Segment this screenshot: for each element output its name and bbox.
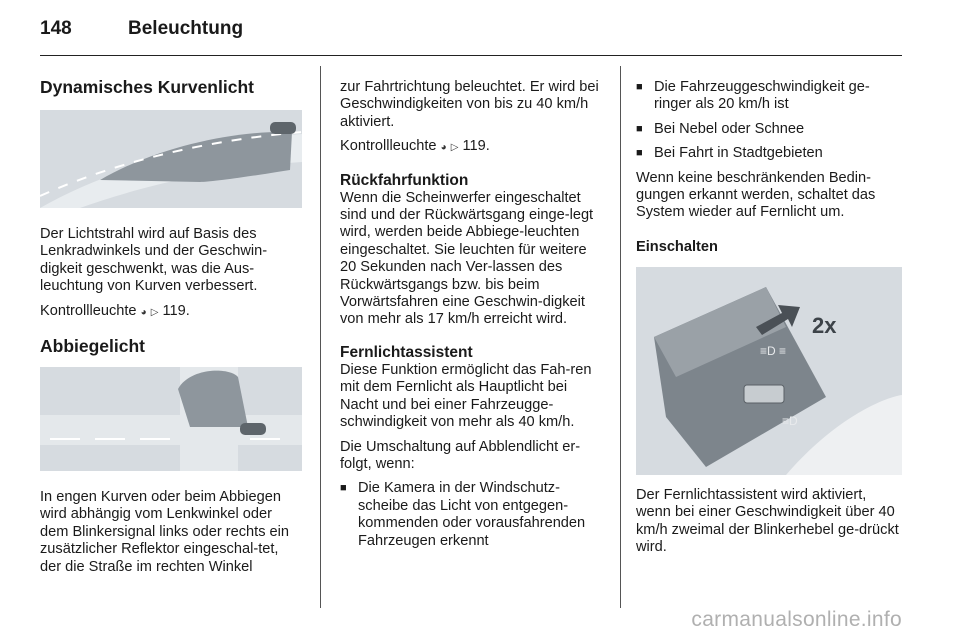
page-number: 148 (40, 18, 72, 39)
heading-fernlichtassistent: Fernlichtassistent (340, 343, 473, 361)
reference-kontrollleuchte-2 (340, 138, 604, 156)
column-1 (40, 76, 302, 583)
light-indicator-icon: ◕ (440, 142, 447, 154)
column-divider-1 (320, 66, 321, 608)
light-indicator-icon: ◕ (140, 306, 147, 318)
page-header (40, 18, 940, 48)
reference-kontrollleuchte-1 (40, 303, 302, 321)
list-conditions-2 (636, 79, 902, 163)
figure-turn-signal-lever (636, 267, 902, 475)
heading-einschalten: Einschalten (636, 238, 718, 255)
watermark: carmanualsonline.info (691, 608, 902, 631)
column-divider-2 (620, 66, 621, 608)
list-conditions-1 (340, 480, 604, 550)
svg-text:≡D ≡: ≡D ≡ (760, 343, 787, 358)
paragraph-fernlicht-um: Wenn keine beschränkenden Bedin-gungen erkannt werden, schaltet das System wieder auf Fernlicht um. (636, 169, 876, 221)
heading-dynamisches-kurvenlicht: Dynamisches Kurvenlicht (40, 77, 254, 97)
chapter-title: Beleuchtung (128, 18, 244, 39)
list-item: ■ Die Kamera in der Windschutz-scheibe das Licht von entgegen-kommenden oder vorausfahrenden Fahrzeugen erkennt (340, 480, 604, 550)
paragraph-umschaltung: Die Umschaltung auf Abblendlicht er-folgt, wenn: (340, 438, 581, 472)
page-reference-icon: ▷ (450, 142, 459, 154)
page-reference-icon: ▷ (150, 306, 159, 318)
reference-page: 119. (162, 302, 190, 319)
heading-rueckfahrfunktion: Rückfahrfunktion (340, 171, 469, 189)
figure-cornering-light (40, 367, 302, 471)
paragraph-engen-kurven: In engen Kurven oder beim Abbiegen wird abhängig vom Lenkwinkel oder dem Blinkersignal links oder rechts ein zusätzlicher Reflektor eingeschal-tet, der die Straße im rechten Winkel (40, 489, 290, 575)
reference-text: Kontrollleuchte (340, 138, 437, 155)
paragraph-fernlicht-intro: Diese Funktion ermöglicht das Fah-ren mit dem Fernlicht als Hauptlicht bei Nacht und bei einer Fahrzeugge-schwindigkeit von mehr als 40 km/h. (340, 361, 592, 431)
column-2 (340, 79, 604, 557)
column-3 (636, 79, 902, 563)
reference-text: Kontrollleuchte (40, 302, 137, 319)
list-item: ■ Bei Nebel oder Schnee (636, 121, 902, 138)
paragraph-lichtstrahl: Der Lichtstrahl wird auf Basis des Lenkradwinkels und der Geschwin-digkeit geschwenkt, was die Aus-leuchtung von Kurven verbessert. (40, 226, 268, 295)
paragraph-aktiviert: Der Fernlichtassistent wird aktiviert, wenn bei einer Geschwindigkeit über 40 km/h zweimal der Blinkerhebel ge-drückt wird. (636, 486, 899, 556)
figure-label-2x: 2x (812, 312, 837, 338)
header-rule (40, 55, 902, 56)
svg-text:≡D: ≡D (782, 413, 798, 428)
reference-page: 119. (462, 138, 490, 155)
list-item: ■ Die Fahrzeuggeschwindigkeit ge-ringer als 20 km/h ist (636, 79, 902, 114)
heading-abbiegelicht: Abbiegelicht (40, 336, 146, 357)
paragraph-fahrtrichtung: zur Fahrtrichtung beleuchtet. Er wird bei Geschwindigkeiten von bis zu 40 km/h aktiviert. (340, 79, 599, 130)
list-item: ■ Bei Fahrt in Stadtgebieten (636, 145, 902, 162)
figure-curve-light (40, 110, 302, 208)
paragraph-rueckfahr: Wenn die Scheinwerfer eingeschaltet sind und der Rückwärtsgang einge-legt wird, werden beide Abbiege-leuchten eingeschaltet. Sie leuchten für weitere 20 Sekunden nach Ver-lassen des Rückwärtsgangs bzw. bis beim Vorwärtsfahren eine Geschwin-digkeit von mehr als 17 km/h erreicht wird. (340, 189, 594, 328)
